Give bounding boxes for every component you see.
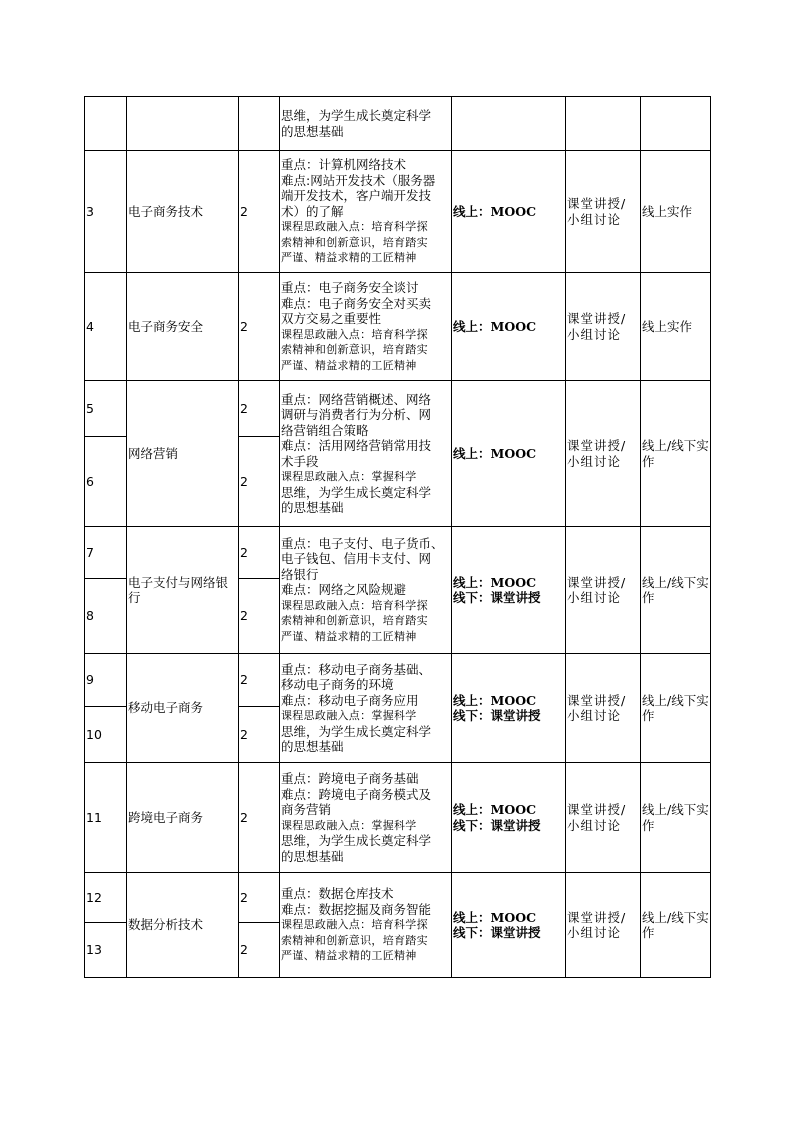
key-points-cell: [280, 763, 452, 873]
assessment-method: 线上/线下实作: [641, 654, 711, 763]
content-line: 术手段: [281, 453, 319, 469]
content-line: 思维，为学生成长奠定科学: [281, 484, 432, 500]
content-line: 思维，为学生成长奠定科学: [281, 723, 432, 739]
content-line: 商务营销: [281, 802, 332, 817]
content-line: 课程思政融入点：培育科学探: [281, 918, 428, 932]
content-line: 重点：跨境电子商务基础: [281, 771, 419, 786]
row-number: 10: [85, 707, 127, 763]
course-schedule-table: [84, 96, 711, 978]
teaching-mode: 线下：课堂讲授: [453, 590, 541, 605]
content-line: 电子钱包、信用卡支付、网: [281, 551, 432, 567]
table-row: [85, 273, 711, 381]
chapter-title: 数据分析技术: [127, 873, 239, 978]
content-line: 难点：数据挖掘及商务智能: [281, 901, 432, 917]
teaching-mode: 线下：课堂讲授: [453, 708, 541, 723]
teaching-mode: 线上：MOOC: [453, 203, 537, 219]
hours-value: 2: [239, 527, 280, 579]
content-line: 重点：数据仓库技术: [281, 886, 394, 902]
table-row: [85, 527, 711, 579]
teaching-method: 课堂讲授/小组讨论: [566, 151, 641, 273]
content-line: 端开发技术，客户端开发技: [281, 188, 432, 204]
hours-value: 2: [239, 273, 280, 381]
content-line: 难点：活用网络营销常用技: [281, 438, 432, 453]
content-line: 重点：计算机网络技术: [281, 157, 407, 173]
content-line: 双方交易之重要性: [281, 311, 382, 326]
teaching-mode: 线上：MOOC: [453, 692, 537, 708]
hours-value: 2: [239, 707, 280, 763]
continuation-row: [85, 97, 711, 151]
row-number: 11: [85, 763, 127, 873]
row-number: 12: [85, 873, 127, 923]
content-line: 难点：网络之风险规避: [281, 582, 407, 598]
content-line: 重点：移动电子商务基础、: [281, 661, 432, 677]
content-line: 调研与消费者行为分析、网: [281, 407, 432, 422]
key-points-cell: [280, 873, 452, 978]
method-cell: [566, 97, 641, 151]
content-line: 移动电子商务的环境: [281, 677, 394, 692]
content-line: 络银行: [281, 566, 319, 582]
chapter-title: 电子商务技术: [127, 151, 239, 273]
assessment-method: 线上/线下实作: [641, 763, 711, 873]
hours-value: 2: [239, 579, 280, 654]
teaching-method: 课堂讲授/小组讨论: [566, 381, 641, 527]
key-points-cell: [280, 654, 452, 763]
teaching-mode: 线下：课堂讲授: [453, 817, 541, 833]
assessment-method: 线上实作: [641, 273, 711, 381]
hours-value: 2: [239, 437, 280, 527]
table-row: [85, 763, 711, 873]
content-line: 的思想基础: [281, 848, 344, 864]
content-line: 的思想基础: [281, 500, 344, 515]
mode-cell: [452, 97, 566, 151]
hours-value: 2: [239, 923, 280, 978]
row-number: 6: [85, 437, 127, 527]
chapter-title: 网络营销: [127, 381, 239, 527]
assess-cell: [641, 97, 711, 151]
content-line: 课程思政融入点：培育科学探: [281, 327, 428, 341]
teaching-mode-cell: [452, 527, 566, 654]
teaching-mode: 线上：MOOC: [453, 802, 537, 817]
teaching-mode-cell: [452, 654, 566, 763]
content-line: 严谨、精益求精的工匠精神: [281, 358, 417, 372]
content-line: 络营销组合策略: [281, 422, 369, 438]
content-line: 难点：电子商务安全对买卖: [281, 295, 432, 311]
content-line: 课程思政融入点：培育科学探: [281, 220, 428, 234]
content-line: 难点：跨境电子商务模式及: [281, 786, 432, 802]
content-line: 重点：电子商务安全谈讨: [281, 280, 419, 295]
chapter-title: 电子商务安全: [127, 273, 239, 381]
content-cell: [280, 97, 452, 151]
content-line: 课程思政融入点：掌握科学: [281, 470, 417, 483]
row-number: 7: [85, 527, 127, 579]
hours-value: 2: [239, 763, 280, 873]
teaching-mode-cell: [452, 381, 566, 527]
content-line: 重点：电子支付、电子货币、: [281, 535, 444, 551]
key-points-cell: [280, 151, 452, 273]
content-line: 难点：移动电子商务应用: [281, 692, 419, 708]
chapter-title: 电子支付与网络银行: [127, 527, 239, 654]
assessment-method: 线上/线下实作: [641, 527, 711, 654]
table-row: [85, 381, 711, 437]
content-line: 思维，为学生成长奠定科学: [281, 108, 432, 123]
content-line: 课程思政融入点：掌握科学: [281, 709, 417, 722]
content-line: 索精神和创新意识，培育踏实: [281, 343, 428, 356]
teaching-mode: 线上：MOOC: [453, 909, 537, 925]
teaching-mode-cell: [452, 873, 566, 978]
hours-value: 2: [239, 873, 280, 923]
content-line: 索精神和创新意识，培育踏实: [281, 235, 428, 249]
teaching-mode: 线上：MOOC: [453, 445, 537, 461]
content-line: 的思想基础: [281, 739, 344, 754]
row-number: 4: [85, 273, 127, 381]
content-line: 难点:网站开发技术（服务器: [281, 172, 436, 188]
teaching-method: 课堂讲授/小组讨论: [566, 763, 641, 873]
hours-value: 2: [239, 654, 280, 707]
content-line: 课程思政融入点：掌握科学: [281, 818, 417, 832]
table-row: [85, 654, 711, 707]
content-line: 索精神和创新意识，培育踏实: [281, 933, 428, 947]
teaching-method: 课堂讲授/小组讨论: [566, 654, 641, 763]
teaching-mode: 线下：课堂讲授: [453, 925, 541, 940]
teaching-method: 课堂讲授/小组讨论: [566, 873, 641, 978]
teaching-mode-cell: [452, 273, 566, 381]
row-number: 5: [85, 381, 127, 437]
row-number: 3: [85, 151, 127, 273]
row-number: 9: [85, 654, 127, 707]
table-row: [85, 151, 711, 273]
content-line: 重点：网络营销概述、网络: [281, 391, 432, 407]
assessment-method: 线上/线下实作: [641, 873, 711, 978]
hours-value: 2: [239, 151, 280, 273]
teaching-method: 课堂讲授/小组讨论: [566, 273, 641, 381]
chapter-title: 跨境电子商务: [127, 763, 239, 873]
table-body: [85, 97, 711, 978]
chapter-title: 移动电子商务: [127, 654, 239, 763]
num-cell: [85, 97, 127, 151]
title-cell: [127, 97, 239, 151]
hours-cell: [239, 97, 280, 151]
key-points-cell: [280, 273, 452, 381]
teaching-mode: 线上：MOOC: [453, 318, 537, 334]
teaching-mode: 线上：MOOC: [453, 574, 537, 590]
key-points-cell: [280, 527, 452, 654]
content-line: 严谨、精益求精的工匠精神: [281, 629, 417, 643]
row-number: 13: [85, 923, 127, 978]
assessment-method: 线上实作: [641, 151, 711, 273]
teaching-mode-cell: [452, 151, 566, 273]
content-line: 思维，为学生成长奠定科学: [281, 833, 432, 848]
row-number: 8: [85, 579, 127, 654]
key-points-cell: [280, 381, 452, 527]
content-line: 课程思政融入点：培育科学探: [281, 598, 428, 612]
content-line: 索精神和创新意识，培育踏实: [281, 614, 428, 628]
content-line: 严谨、精益求精的工匠精神: [281, 251, 417, 265]
hours-value: 2: [239, 381, 280, 437]
content-line: 的思想基础: [281, 123, 344, 139]
table-row: [85, 873, 711, 923]
assessment-method: 线上/线下实作: [641, 381, 711, 527]
teaching-method: 课堂讲授/小组讨论: [566, 527, 641, 654]
content-line: 严谨、精益求精的工匠精神: [281, 949, 417, 963]
content-line: 术）的了解: [281, 203, 344, 219]
teaching-mode-cell: [452, 763, 566, 873]
